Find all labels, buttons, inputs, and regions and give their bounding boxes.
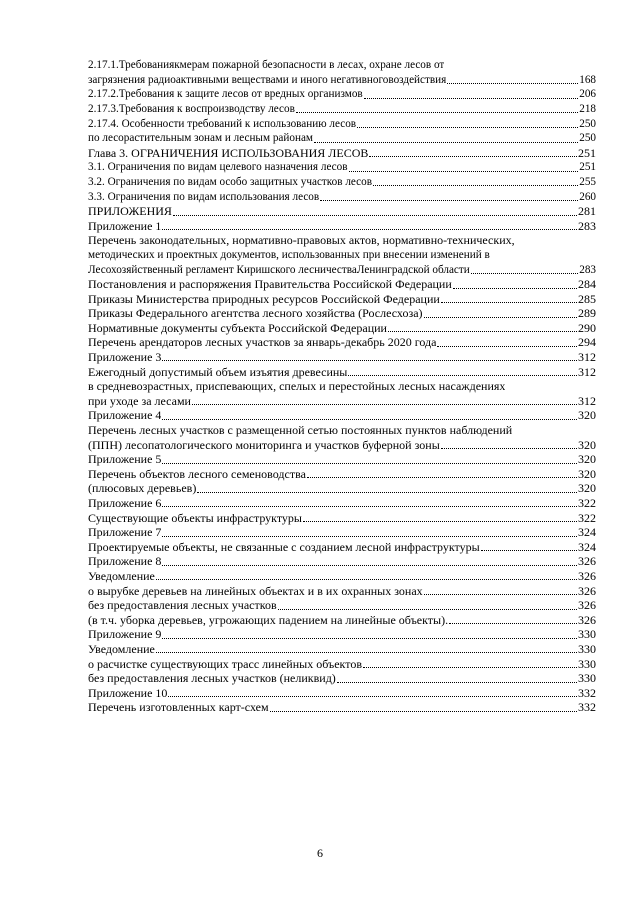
toc-entry-title: (в т.ч. уборка деревьев, угрожающих падением на линейные объекты).	[88, 613, 449, 627]
dot-leader	[296, 112, 578, 113]
toc-entry-title: Приложение 6	[88, 497, 162, 510]
toc-entry	[88, 306, 596, 321]
toc-entry-title: Уведомление	[88, 569, 155, 583]
toc-entry-page: 320	[578, 408, 596, 423]
toc-entry	[88, 569, 596, 584]
toc-entry-page: 290	[578, 320, 596, 335]
toc-entry-page: 330	[578, 627, 596, 642]
dot-leader	[156, 652, 577, 653]
dot-leader	[363, 667, 577, 668]
toc-entry	[88, 481, 596, 496]
toc-entry	[88, 102, 596, 117]
toc-entry-title: 2.17.1.Требованиякмерам пожарной безопасности в лесах, охране лесов от	[88, 59, 445, 72]
toc-entry	[88, 452, 596, 467]
toc-entry	[88, 525, 596, 540]
dot-leader	[388, 331, 577, 332]
dot-leader	[369, 156, 577, 157]
dot-leader	[441, 448, 577, 449]
toc-entry	[88, 277, 596, 292]
page-number: 6	[317, 846, 323, 860]
toc-entry-page: 332	[578, 700, 596, 715]
toc-entry-title: ПРИЛОЖЕНИЯ	[88, 205, 172, 219]
toc-entry	[88, 437, 596, 452]
toc-entry-page: 250	[579, 132, 596, 145]
toc-entry-title: Перечень арендаторов лесных участков за январь-декабрь 2020 года	[88, 336, 437, 350]
dot-leader	[348, 375, 577, 376]
toc-entry	[88, 408, 596, 423]
dot-leader	[373, 185, 578, 186]
toc-entry-title: о вырубке деревьев на линейных объектах и в их охранных зонах	[88, 584, 423, 598]
dot-leader	[453, 288, 577, 289]
dot-leader	[192, 404, 577, 405]
toc-entry-page: 260	[579, 190, 596, 203]
toc-entry-page: 294	[578, 335, 596, 350]
toc-entry-title: в средневозрастных, приспевающих, спелых и перестойных лесных насаждениях	[88, 380, 506, 394]
toc-entry-title: без предоставления лесных участков (неликвид)	[88, 672, 336, 686]
toc-entry-title: Приложение 7	[88, 526, 162, 540]
toc-entry	[88, 175, 596, 190]
toc-entry	[88, 219, 596, 234]
toc-entry-title: 3.1. Ограничения по видам целевого назначения лесов	[88, 161, 348, 174]
toc-entry-page: 285	[578, 291, 596, 306]
toc-entry-page: 283	[578, 218, 596, 233]
toc-entry-title: по лесорастительным зонам и лесным районам	[88, 132, 313, 145]
toc-entry-page: 326	[578, 583, 596, 598]
toc-entry-title: Перечень объектов лесного семеноводства	[88, 467, 306, 481]
toc-entry	[88, 467, 596, 482]
toc-entry-title: Перечень законодательных, нормативно-правовых актов, нормативно-технических,	[88, 234, 515, 248]
toc-entry-title: 2.17.3.Требования к воспроизводству лесов	[88, 102, 295, 115]
toc-entry-page: 320	[578, 481, 596, 496]
toc-entry-page: 324	[578, 525, 596, 540]
toc-entry-title: Существующие объекты инфраструктуры	[88, 511, 302, 525]
toc-entry	[88, 146, 596, 161]
toc-entry-page: 330	[578, 641, 596, 656]
toc-entry	[88, 58, 596, 73]
toc-entry	[88, 627, 596, 642]
toc-entry	[88, 656, 596, 671]
dot-leader	[156, 579, 577, 580]
toc-entry	[88, 700, 596, 715]
toc-entry-title: Приложение 5	[88, 453, 162, 467]
toc-entry	[88, 189, 596, 204]
toc-entry	[88, 248, 596, 263]
toc-entry	[88, 423, 596, 438]
toc-entry	[88, 583, 596, 598]
toc-entry-title: Глава 3. ОГРАНИЧЕНИЯ ИСПОЛЬЗОВАНИЯ ЛЕСОВ	[88, 146, 369, 160]
toc-entry-title: о расчистке существующих трасс линейных объектов	[88, 657, 362, 671]
dot-leader	[449, 623, 577, 624]
dot-leader	[481, 550, 577, 551]
toc-entry	[88, 496, 596, 511]
toc-entry	[88, 540, 596, 555]
toc-entry-page: 326	[578, 568, 596, 583]
toc-entry	[88, 554, 596, 569]
toc-entry	[88, 379, 596, 394]
dot-leader	[162, 638, 577, 639]
dot-leader	[314, 142, 578, 143]
table-of-contents	[88, 58, 596, 715]
toc-entry-page: 320	[578, 466, 596, 481]
dot-leader	[162, 463, 577, 464]
toc-entry-title: Проектируемые объекты, не связанные с созданием лесной инфраструктуры	[88, 540, 480, 554]
toc-entry	[88, 73, 596, 88]
toc-entry-page: 168	[579, 73, 596, 86]
dot-leader	[162, 565, 577, 566]
toc-entry-title: методических и проектных документов, использованных при внесении изменений в	[88, 248, 490, 261]
toc-entry-page: 312	[578, 393, 596, 408]
toc-entry-title: Приказы Федерального агентства лесного хозяйства (Рослесхоза)	[88, 307, 423, 321]
dot-leader	[270, 711, 577, 712]
dot-leader	[437, 346, 577, 347]
toc-entry	[88, 160, 596, 175]
dot-leader	[162, 536, 577, 537]
toc-entry	[88, 335, 596, 350]
toc-entry	[88, 116, 596, 131]
toc-entry-page: 312	[578, 364, 596, 379]
dot-leader	[337, 682, 577, 683]
toc-entry-title: 3.2. Ограничения по видам особо защитных участков лесов	[88, 175, 373, 188]
toc-entry-title: Приложение 10	[88, 686, 168, 700]
toc-entry-title: Приложение 9	[88, 628, 162, 642]
toc-entry-title: Лесохозяйственный регламент Киришского лесничестваЛенинградской области	[88, 263, 470, 276]
dot-leader	[162, 506, 577, 507]
toc-entry-page: 322	[578, 496, 596, 510]
dot-leader	[168, 696, 577, 697]
toc-entry-page: 332	[578, 685, 596, 700]
toc-entry-title: 2.17.2.Требования к защите лесов от вредных организмов	[88, 88, 363, 101]
toc-entry-page: 322	[578, 510, 596, 525]
toc-entry	[88, 131, 596, 146]
toc-entry-page: 251	[579, 161, 596, 174]
dot-leader	[173, 215, 577, 216]
dot-leader	[162, 229, 577, 230]
toc-entry-title: загрязнения радиоактивными веществами и иного негативноговоздействия	[88, 73, 447, 86]
toc-entry	[88, 233, 596, 248]
dot-leader	[441, 302, 577, 303]
toc-entry-title: Нормативные документы субъекта Российской Федерации	[88, 321, 387, 335]
toc-entry-page: 283	[579, 263, 596, 276]
toc-entry-page: 284	[578, 277, 596, 292]
toc-entry	[88, 671, 596, 686]
toc-entry-page: 255	[579, 175, 596, 188]
toc-entry	[88, 364, 596, 379]
toc-entry-title: Уведомление	[88, 642, 155, 656]
toc-entry	[88, 321, 596, 336]
toc-entry-page: 251	[578, 145, 596, 160]
toc-entry	[88, 204, 596, 219]
toc-entry-page: 320	[578, 452, 596, 467]
toc-entry-title: Перечень изготовленных карт-схем	[88, 701, 269, 715]
toc-entry-title: Приказы Министерства природных ресурсов Российской Федерации	[88, 292, 440, 306]
toc-entry-page: 324	[578, 539, 596, 554]
toc-entry-title: без предоставления лесных участков	[88, 599, 277, 613]
toc-entry	[88, 598, 596, 613]
toc-entry-title: Приложение 1	[88, 219, 162, 233]
toc-entry-page: 281	[578, 204, 596, 219]
dot-leader	[162, 419, 577, 420]
toc-entry	[88, 613, 596, 628]
toc-entry-title: (плюсовых деревьев)	[88, 482, 197, 496]
dot-leader	[349, 171, 579, 172]
toc-entry-page: 326	[578, 598, 596, 613]
dot-leader	[424, 594, 577, 595]
toc-entry-title: Приложение 8	[88, 555, 162, 569]
toc-entry-title: при уходе за лесами	[88, 394, 191, 408]
toc-entry-title: Перечень лесных участков с размещенной сетью постоянных пунктов наблюдений	[88, 424, 513, 438]
toc-entry-title: (ППН) лесопатологического мониторинга и участков буферной зоны	[88, 438, 440, 452]
toc-entry-title: Ежегодный допустимый объем изъятия древесины	[88, 365, 348, 379]
toc-entry-page: 320	[578, 437, 596, 452]
dot-leader	[424, 317, 577, 318]
dot-leader	[197, 492, 577, 493]
toc-entry	[88, 642, 596, 657]
toc-entry	[88, 394, 596, 409]
toc-entry-page: 218	[579, 102, 596, 115]
toc-entry-page: 330	[578, 656, 596, 671]
toc-entry	[88, 87, 596, 102]
toc-entry-page: 330	[578, 671, 596, 686]
dot-leader	[303, 521, 577, 522]
dot-leader	[320, 200, 578, 201]
dot-leader	[364, 98, 579, 99]
dot-leader	[447, 83, 578, 84]
toc-entry-title: Приложение 3	[88, 351, 162, 365]
toc-entry	[88, 350, 596, 365]
toc-entry-page: 326	[578, 554, 596, 569]
toc-entry	[88, 262, 596, 277]
toc-entry-page: 312	[578, 350, 596, 365]
toc-entry-page: 206	[579, 88, 596, 101]
dot-leader	[471, 273, 578, 274]
toc-entry-page: 326	[578, 612, 596, 627]
toc-entry-title: Постановления и распоряжения Правительства Российской Федерации	[88, 278, 452, 292]
dot-leader	[307, 477, 577, 478]
toc-entry-page: 250	[579, 117, 596, 130]
dot-leader	[278, 609, 577, 610]
toc-entry	[88, 510, 596, 525]
toc-entry	[88, 292, 596, 307]
toc-entry-title: 3.3. Ограничения по видам использования лесов	[88, 190, 320, 203]
toc-entry-title: 2.17.4. Особенности требований к использованию лесов	[88, 117, 357, 130]
dot-leader	[357, 127, 578, 128]
toc-entry	[88, 686, 596, 701]
dot-leader	[162, 360, 577, 361]
toc-entry-title: Приложение 4	[88, 409, 162, 423]
toc-entry-page: 289	[578, 306, 596, 321]
